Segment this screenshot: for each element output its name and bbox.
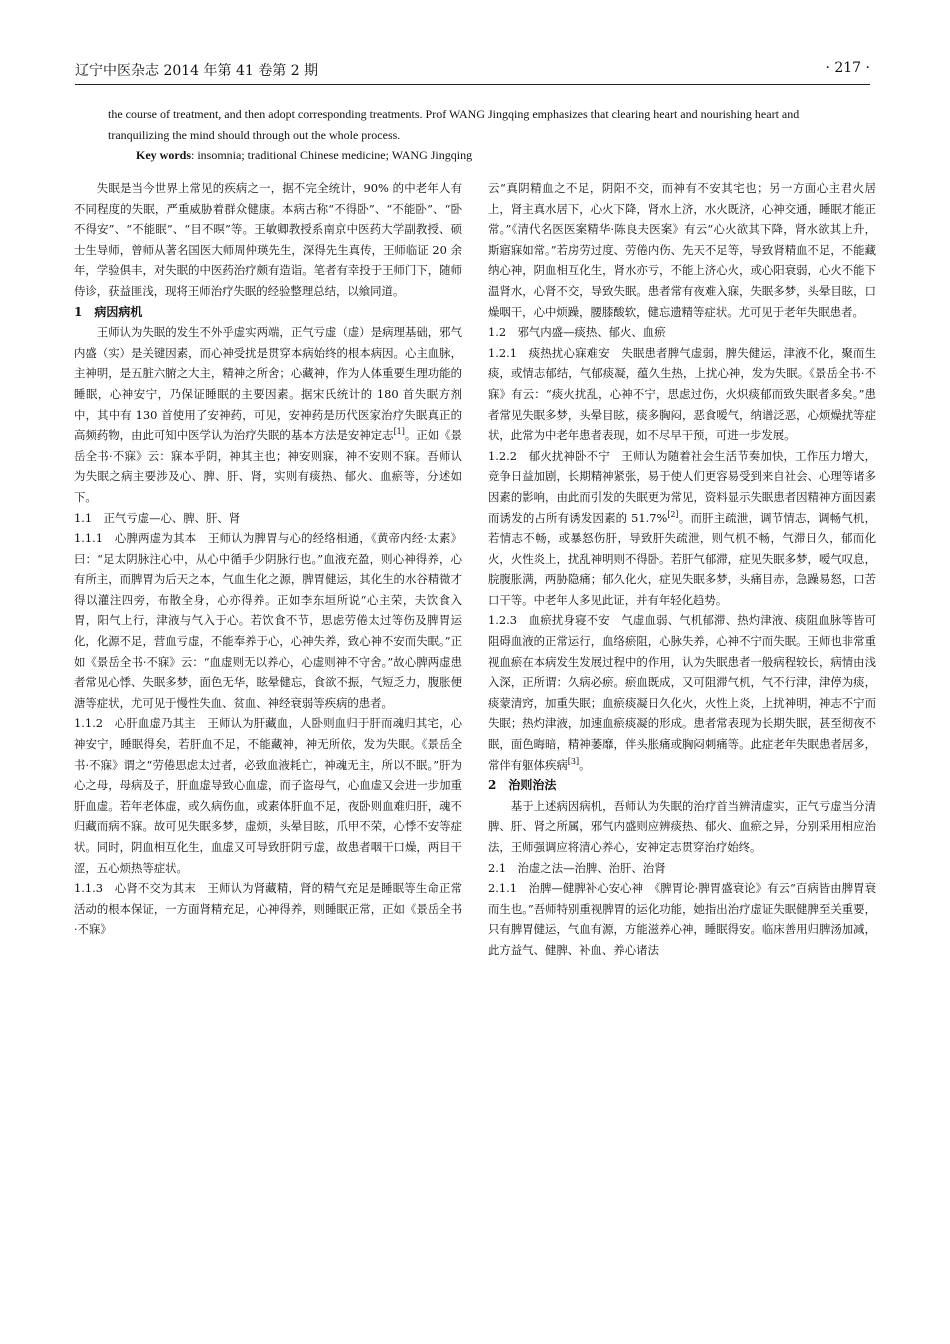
header-rule: [75, 84, 870, 85]
section-1-1-3: [74, 878, 462, 940]
intro-paragraph: 失眠是当今世界上常见的疾病之一，据不完全统计，90% 的中老年人有不同程度的失眠，严重威胁着群众健康。本病古称“不得卧”、“不能卧”、“卧不得安”、“不能眠”、“目不暝”等。王敏卿教授系南京中医药大学副教授、硕士生导师，曾师从著名国医大师周仲瑛先生，深得先生真传，王师临证 20 余年，学验俱丰，对失眠的中医药治疗颇有造诣。笔者有幸投于王师门下，随师侍诊，获益匪浅，现将王师治疗失眠的经验整理总结，以飨同道。: [74, 181, 462, 298]
section-2-1-title: 2.1 治虚之法—治脾、治肝、治肾: [488, 860, 666, 875]
section-1-1-3-continued: 云“真阴精血之不足，阴阳不交，而神有不安其宅也；另一方面心主君火居上，肾主真水居下，心火下降，肾水上济，水火既济，心神交通，睡眠才能正常。”《清代名医医案精华·陈良夫医案》有云“心火欲其下降，肾水欲其上升，斯寤寐如常。”若房劳过度、劳倦内伤、先天不足等，导致肾精血不足，不能藏纳心神，阴血相互化生，肾水亦亏，不能上济心火，或心阳衰弱，心火不能下温肾水，心肾不交，导致失眠。患者常有夜难入寐，失眠多梦，头晕目眩，口燥咽干，心中烦躁，腰膝酸软，健忘遗精等症状。尤可见于老年失眠患者。: [488, 181, 876, 319]
section-1-text: 王师认为失眠的发生不外乎虚实两端，正气亏虚（虚）是病理基础，邪气内盛（实）是关键因素，而心神受扰是贯穿本病始终的根本病因。心主血脉，主神明，是五脏六腑之大主，精神之所舍；心藏神，作为人体重要生理功能的睡眠，心神安宁，乃保证睡眠的主要因素。据宋氏统计的 180 首失眠方剂中，其中有 130 首使用了安神药，可见，安神药是历代医家治疗失眠真正的高频药物，由此可知中医学认为治疗失眠的基本方法是安神定志: [74, 325, 462, 443]
section-1-2-title: 1.2 邪气内盛—痰热、郁火、血瘀: [488, 325, 666, 340]
page-number: · 217 ·: [825, 60, 870, 76]
citation-3: [3]: [567, 756, 580, 766]
section-1-1-1: [74, 528, 462, 713]
section-1-1-3-body: 王师认为肾藏精，肾的精气充足是睡眠等生命正常活动的根本保证，一方面肾精充足，心神得养，则睡眠正常，正如《景岳全书·不寐》: [74, 881, 462, 937]
section-1-1-1-heading: 1.1.1 心脾两虚为其本: [74, 531, 208, 546]
keywords-text: : insomnia; traditional Chinese medicine; WANG Jingqing: [191, 148, 473, 162]
section-2-1-1-heading: 2.1.1 治脾—健脾补心安心神: [488, 881, 655, 896]
section-1-1-title: 1.1 正气亏虚—心、脾、肝、肾: [74, 510, 241, 525]
section-2-1-1-body: 《脾胃论·脾胃盛衰论》有云“百病皆由脾胃衰而生也。”吾师特别重视脾胃的运化功能，她指出治疗虚证失眠健脾至关重要，只有脾胃健运，气血有源，方能滋养心神，睡眠得安。临床善用归脾汤加减，此方益气、健脾、补血、养心诸法: [488, 881, 877, 957]
section-1-2-2: [488, 446, 876, 611]
right-column: [488, 178, 876, 961]
section-1-1-2-body: 王师认为肝藏血，人卧则血归于肝而魂归其宅，心神安宁，睡眠得矣，若肝血不足，不能藏神，神无所依，发为失眠。《景岳全书·不寐》谓之“劳倦思虑太过者，必致血液耗亡，神魂无主，所以不眠。”肝为心之母，母病及子，肝血虚导致心血虚，而子盗母气，心血虚又会进一步加重肝血虚。若年老体虚，或久病伤血，或素体肝血不足，夜卧则血难归肝，魂不归藏而病不寐。故可见失眠多梦，虚烦，头晕目眩，爪甲不荣，心悸不安等症状。同时，阴血相互化生，血虚又可导致肝阴亏虚，故患者咽干口燥，两目干涩，五心烦热等症状。: [74, 716, 462, 875]
abstract-tail: the course of treatment, and then adopt corresponding treatments. Prof WANG Jingqing emphasizes that clearing heart and nourishing heart and tranquilizing the mind should through out the whole process.: [108, 107, 800, 142]
section-1-1-1-body: 王师认为脾胃与心的经络相通，《黄帝内经·太素》曰：“足太阴脉注心中，从心中循手少阴脉行也。”血液充盈，则心神得养，心有所主，而脾胃为后天之本，气血生化之源，脾胃健运，其化生的水谷精微才得以灌注四旁，布散全身，心亦得养。正如李东垣所说“心主荣，夫饮食入胃，阳气上行，津液与气入于心。若饮食不节，思虑劳倦太过等伤及脾胃运化，化源不足，营血亏虚，不能奉养于心，心神失养，致心神不安而失眠。”正如《景岳全书·不寐》云：“血虚则无以养心，心虚则神不守舍。”故心脾两虚患者常见心悸、失眠多梦，面色无华，眩晕健忘，食欲不振，气短乏力，腹胀便溏等症状，尤可见于慢性失血、贫血、神经衰弱等疾病的患者。: [74, 531, 462, 710]
section-1-1-2-heading: 1.1.2 心肝血虚乃其主: [74, 716, 208, 731]
section-2-1-1: [488, 878, 876, 960]
section-1-2-3: [488, 610, 876, 775]
running-header: [75, 60, 870, 84]
keywords: [136, 148, 472, 163]
section-1-2-1-body: 失眠患者脾气虚弱，脾失健运，津液不化，聚而生痰，或情志郁结，气郁痰凝，蕴久生热，上扰心神，发为失眠。《景岳全书·不寐》有云：“痰火扰乱，心神不宁，思虑过伤，火炽痰郁而致失眠者多矣。”患者常见失眠多梦，头晕目眩，痰多胸闷，恶食嗳气，纳谱泛恶，心烦燥扰等症状，此常为中老年患者表现，如不尽早干预，可进一步发展。: [488, 345, 876, 443]
section-1-2-1: [488, 343, 876, 446]
section-1-paragraph: [74, 322, 462, 507]
section-1-1-2: [74, 713, 462, 878]
section-2-paragraph: 基于上述病因病机，吾师认为失眠的治疗首当辨清虚实，正气亏虚当分清脾、肝、肾之所属，邪气内盛则应辨痰热、郁火、血瘀之异，分别采用相应治法，王师强调应将清心养心，安神定志贯穿治疗始终。: [488, 798, 876, 854]
section-1-2-2-tail: 。而肝主疏泄，调节情志，调畅气机，若情志不畅，或暴怒伤肝，导致肝失疏泄，则气机不畅，气滞日久，郁而化火，火性炎上，扰乱神明则不得卧。若肝气郁滞，症见失眠多梦，嗳气叹息，脘腹胀满，两胁隐痛；郁久化火，症见失眠多梦，头痛目赤，急躁易怒，口苦口干等。中老年人多见此证，并有年轻化趋势。: [488, 510, 876, 607]
section-1-2-3-heading: 1.2.3 血瘀扰身寝不安: [488, 613, 622, 628]
section-1-2-1-heading: 1.2.1 痰热扰心寐难安: [488, 345, 622, 360]
journal-title: 辽宁中医杂志 2014 年第 41 卷第 2 期: [75, 63, 319, 79]
section-1-2-3-tail: 。: [579, 757, 591, 772]
section-2-title: 2 治则治法: [488, 778, 557, 793]
section-1-text-tail: 。正如《景岳全书·不寐》云：寐本乎阴，神其主也；神安则寐，神不安则不寐。吾师认为失眠之病主要涉及心、脾、肝、肾，实则有痰热、郁火、血瘀等，分述如下。: [74, 428, 462, 504]
left-column: [74, 178, 462, 940]
keywords-label: Key words: [136, 148, 191, 162]
section-1-2-2-heading: 1.2.2 郁火扰神卧不宁: [488, 448, 622, 463]
section-1-2-3-body: 气虚血弱、气机郁滞、热灼津液、痰阻血脉等皆可阻碍血液的正常运行，血络瘀阻，心脉失养，心神不宁而失眠。王师也非常重视血瘀在本病发生发展过程中的作用，认为失眠患者一般病程较长，病情由浅入深，正所谓：久病必瘀。瘀血既成，又可阻滞气机，气不行津，津停为痰，痰蒙清窍，加重失眠；血瘀痰凝日久化火，火性上炎，上扰神明，神志不宁而失眠；热灼津液，加速血瘀痰凝的形成。患者常表现为长期失眠，甚至彻夜不眠，面色晦暗，精神萎靡，伴头胀痛或胸闷刺痛等。此症老年失眠患者居多，常伴有躯体疾病: [488, 613, 876, 772]
section-1-2-2-body: 王师认为随着社会生活节奏加快，工作压力增大，竞争日益加剧，长期精神紧张，易于使人们更容易受到来自社会、心理等诸多因素的影响，由此而引发的失眠更为常见，资料显示失眠患者因精神方面因素而诱发的占所有诱发因素的 51.7%: [488, 448, 876, 525]
section-1-1-3-heading: 1.1.3 心肾不交为其末: [74, 881, 208, 896]
citation-2: [2]: [667, 509, 679, 519]
citation-1: [1]: [393, 427, 405, 437]
section-1-title: 1 病因病机: [74, 304, 143, 319]
